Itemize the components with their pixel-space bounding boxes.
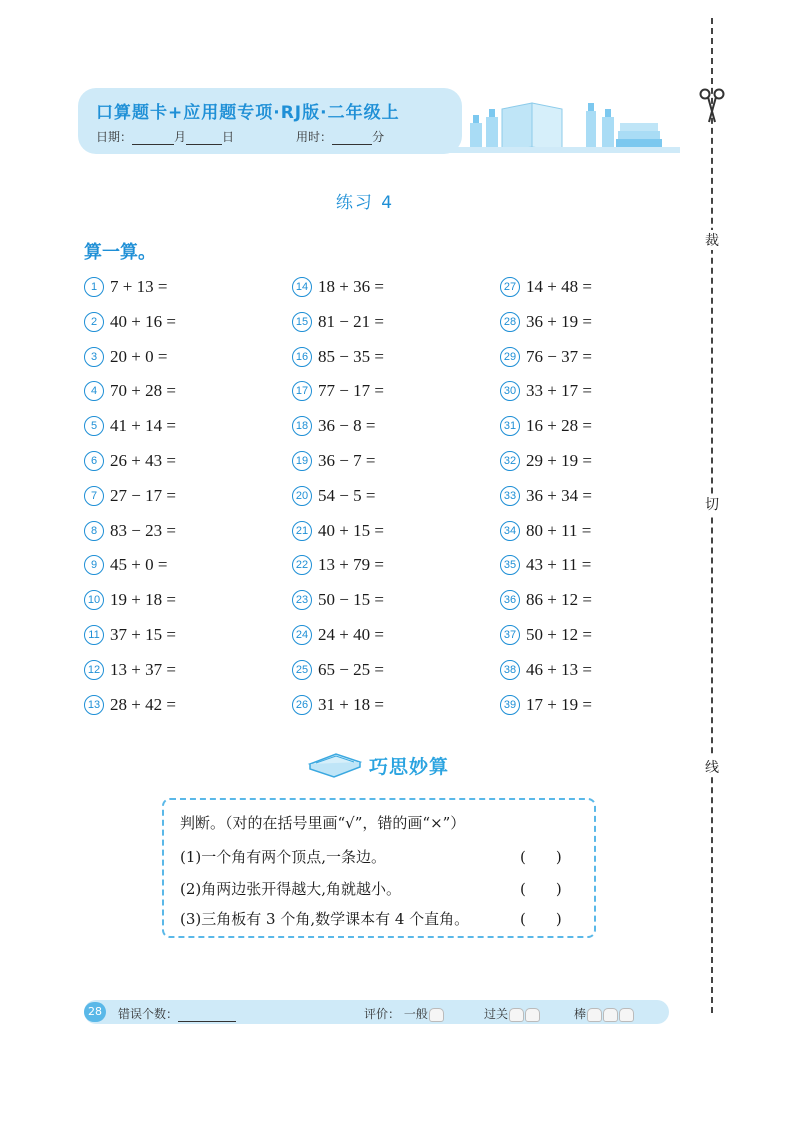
problem-expression: 7 + 13 = xyxy=(110,277,168,296)
thumbs-up-icon[interactable] xyxy=(525,1008,540,1022)
problem-expression: 43 + 11 = xyxy=(526,555,592,575)
problem-expression: 70 + 28 = xyxy=(110,381,176,401)
problem-number: 17 xyxy=(292,381,312,401)
problem-number: 7 xyxy=(84,486,104,506)
problem-item xyxy=(84,694,176,716)
problem-expression: 45 + 0 = xyxy=(110,555,168,575)
answer-paren-2[interactable]: ( ) xyxy=(520,880,562,898)
rating-label: 评价： xyxy=(364,1007,401,1021)
problem-number: 10 xyxy=(84,590,104,610)
problem-number: 34 xyxy=(500,521,520,541)
thumbs-up-icon[interactable] xyxy=(619,1008,634,1022)
answer-paren-1[interactable]: ( ) xyxy=(520,848,562,866)
problem-expression: 27 − 17 = xyxy=(110,485,176,505)
cut-mark-3: 线 xyxy=(703,757,721,777)
problem-expression: 17 + 19 = xyxy=(526,694,592,714)
date-time-row xyxy=(96,128,384,145)
time-blank[interactable] xyxy=(332,132,372,145)
book-stack-icon xyxy=(306,748,364,778)
problem-number: 29 xyxy=(500,347,520,367)
problem-expression: 18 + 36 = xyxy=(318,277,384,296)
thumbs-up-icon[interactable] xyxy=(429,1008,444,1022)
problem-item xyxy=(500,415,592,437)
problem-number: 3 xyxy=(84,347,104,367)
judgment-instruction: 判断。（对的在括号里画“√”，错的画“×”） xyxy=(180,814,466,832)
problem-item xyxy=(84,346,167,368)
problem-item xyxy=(84,485,176,507)
problem-expression: 46 + 13 = xyxy=(526,659,592,679)
problem-number: 24 xyxy=(292,625,312,645)
problem-number: 23 xyxy=(292,590,312,610)
rating-level-1: 一般 xyxy=(403,1007,428,1021)
problem-item xyxy=(292,485,375,507)
problem-expression: 50 + 12 = xyxy=(526,625,592,644)
problem-expression: 29 + 19 = xyxy=(526,451,592,470)
problem-item xyxy=(84,659,176,681)
problem-number: 31 xyxy=(500,416,520,436)
thumbs-up-icon[interactable] xyxy=(587,1008,602,1022)
day-unit: 日 xyxy=(222,130,235,144)
problem-expression: 86 + 12 = xyxy=(526,590,592,610)
problem-item xyxy=(84,520,176,542)
cut-mark-2: 切 xyxy=(703,494,721,514)
problem-expression: 13 + 79 = xyxy=(318,555,384,575)
problem-number: 12 xyxy=(84,660,104,680)
thumbs-up-icon[interactable] xyxy=(603,1008,618,1022)
problem-number: 9 xyxy=(84,555,104,575)
errors-blank[interactable] xyxy=(178,1009,236,1022)
problem-number: 20 xyxy=(292,486,312,506)
problem-item xyxy=(292,380,384,402)
rating-level-2: 过关 xyxy=(484,1007,509,1021)
problem-expression: 85 − 35 = xyxy=(318,346,384,366)
problem-item xyxy=(500,520,591,542)
problem-expression: 65 − 25 = xyxy=(318,659,384,679)
problem-expression: 41 + 14 = xyxy=(110,416,176,436)
problem-item xyxy=(84,624,176,646)
thinking-section-title: 巧思妙算 xyxy=(369,756,450,778)
problem-expression: 76 − 37 = xyxy=(526,346,592,366)
problem-item xyxy=(292,346,384,368)
problem-number: 22 xyxy=(292,555,312,575)
errors-count xyxy=(118,1005,236,1022)
problem-expression: 20 + 0 = xyxy=(110,346,168,366)
problem-number: 39 xyxy=(500,695,520,715)
problem-item xyxy=(292,276,384,298)
errors-label: 错误个数： xyxy=(118,1007,179,1021)
problem-expression: 36 + 19 = xyxy=(526,311,592,331)
rating-level-3: 棒 xyxy=(574,1007,587,1021)
section-heading: 算一算。 xyxy=(84,242,156,263)
judgment-item-1: (1)一个角有两个顶点,一条边。 xyxy=(180,848,387,866)
problem-number: 35 xyxy=(500,555,520,575)
problem-item xyxy=(292,415,375,437)
problem-item xyxy=(292,311,384,333)
problem-expression: 36 − 8 = xyxy=(318,416,376,436)
problem-item xyxy=(84,415,176,437)
problem-item xyxy=(84,380,176,402)
problem-number: 2 xyxy=(84,312,104,332)
judgment-item-3: (3)三角板有 3 个角,数学课本有 4 个直角。 xyxy=(180,910,470,928)
problem-item xyxy=(500,311,592,333)
problem-number: 4 xyxy=(84,381,104,401)
problem-expression: 40 + 16 = xyxy=(110,311,176,331)
page-number: 28 xyxy=(84,1002,106,1022)
cut-mark-1: 裁 xyxy=(703,230,721,250)
problem-number: 32 xyxy=(500,451,520,471)
cut-line xyxy=(711,18,713,1013)
problem-item xyxy=(500,276,592,298)
problem-expression: 81 − 21 = xyxy=(318,311,384,331)
problem-expression: 37 + 15 = xyxy=(110,625,176,644)
problem-expression: 80 + 11 = xyxy=(526,520,592,540)
problem-number: 37 xyxy=(500,625,520,645)
problem-item xyxy=(292,659,384,681)
problem-item xyxy=(500,380,592,402)
problem-expression: 50 − 15 = xyxy=(318,590,384,610)
date-label: 日期： xyxy=(96,130,133,144)
problem-number: 26 xyxy=(292,695,312,715)
problem-number: 15 xyxy=(292,312,312,332)
problem-number: 16 xyxy=(292,347,312,367)
problem-number: 11 xyxy=(84,625,104,645)
problem-expression: 36 + 34 = xyxy=(526,485,592,505)
problem-number: 19 xyxy=(292,451,312,471)
problem-item xyxy=(500,624,592,646)
problem-number: 33 xyxy=(500,486,520,506)
problem-number: 13 xyxy=(84,695,104,715)
problem-item xyxy=(292,694,384,716)
rating-pass-group xyxy=(484,1005,540,1022)
problem-item xyxy=(292,624,384,646)
problem-expression: 33 + 17 = xyxy=(526,381,592,401)
problem-expression: 77 − 17 = xyxy=(318,381,384,401)
problem-number: 5 xyxy=(84,416,104,436)
problem-expression: 26 + 43 = xyxy=(110,451,176,470)
judgment-item-2: (2)角两边张开得越大,角就越小。 xyxy=(180,880,402,898)
problem-item xyxy=(84,589,176,611)
problem-number: 28 xyxy=(500,312,520,332)
books-illustration xyxy=(440,95,680,155)
problem-item xyxy=(500,554,591,576)
problem-item xyxy=(500,346,592,368)
problem-number: 18 xyxy=(292,416,312,436)
rating-group xyxy=(364,1005,444,1022)
problem-expression: 24 + 40 = xyxy=(318,625,384,644)
problem-item xyxy=(500,450,592,472)
problem-expression: 54 − 5 = xyxy=(318,485,376,505)
problem-item xyxy=(84,450,176,472)
problem-number: 36 xyxy=(500,590,520,610)
month-unit: 月 xyxy=(174,130,187,144)
problem-expression: 19 + 18 = xyxy=(110,590,176,610)
problem-number: 1 xyxy=(84,277,104,297)
problem-item xyxy=(500,659,592,681)
problem-number: 21 xyxy=(292,521,312,541)
problem-expression: 83 − 23 = xyxy=(110,520,176,540)
problem-item xyxy=(84,276,167,298)
problem-expression: 14 + 48 = xyxy=(526,277,592,296)
workbook-title: 口算题卡+应用题专项·RJ版·二年级上 xyxy=(96,103,400,123)
problem-number: 8 xyxy=(84,521,104,541)
problem-item xyxy=(500,694,592,716)
problem-number: 30 xyxy=(500,381,520,401)
problem-item xyxy=(84,311,176,333)
day-blank[interactable] xyxy=(186,132,222,145)
problem-item xyxy=(84,554,167,576)
problem-number: 27 xyxy=(500,277,520,297)
problem-expression: 16 + 28 = xyxy=(526,416,592,436)
problem-item xyxy=(292,589,384,611)
problem-expression: 13 + 37 = xyxy=(110,659,176,679)
scissors-icon xyxy=(698,88,726,124)
month-blank[interactable] xyxy=(132,132,174,145)
thumbs-up-icon[interactable] xyxy=(509,1008,524,1022)
problem-expression: 40 + 15 = xyxy=(318,520,384,540)
problem-number: 38 xyxy=(500,660,520,680)
minute-unit: 分 xyxy=(372,130,385,144)
problem-expression: 36 − 7 = xyxy=(318,451,376,470)
problem-item xyxy=(500,589,592,611)
answer-paren-3[interactable]: ( ) xyxy=(520,910,562,928)
problem-item xyxy=(292,554,384,576)
problem-item xyxy=(292,520,384,542)
problem-item xyxy=(500,485,592,507)
time-label: 用时： xyxy=(296,130,333,144)
lesson-title: 练习 4 xyxy=(335,193,395,213)
problem-item xyxy=(292,450,375,472)
problem-number: 25 xyxy=(292,660,312,680)
problem-expression: 31 + 18 = xyxy=(318,694,384,714)
problem-number: 14 xyxy=(292,277,312,297)
rating-great-group xyxy=(574,1005,634,1022)
problem-expression: 28 + 42 = xyxy=(110,694,176,714)
problem-number: 6 xyxy=(84,451,104,471)
